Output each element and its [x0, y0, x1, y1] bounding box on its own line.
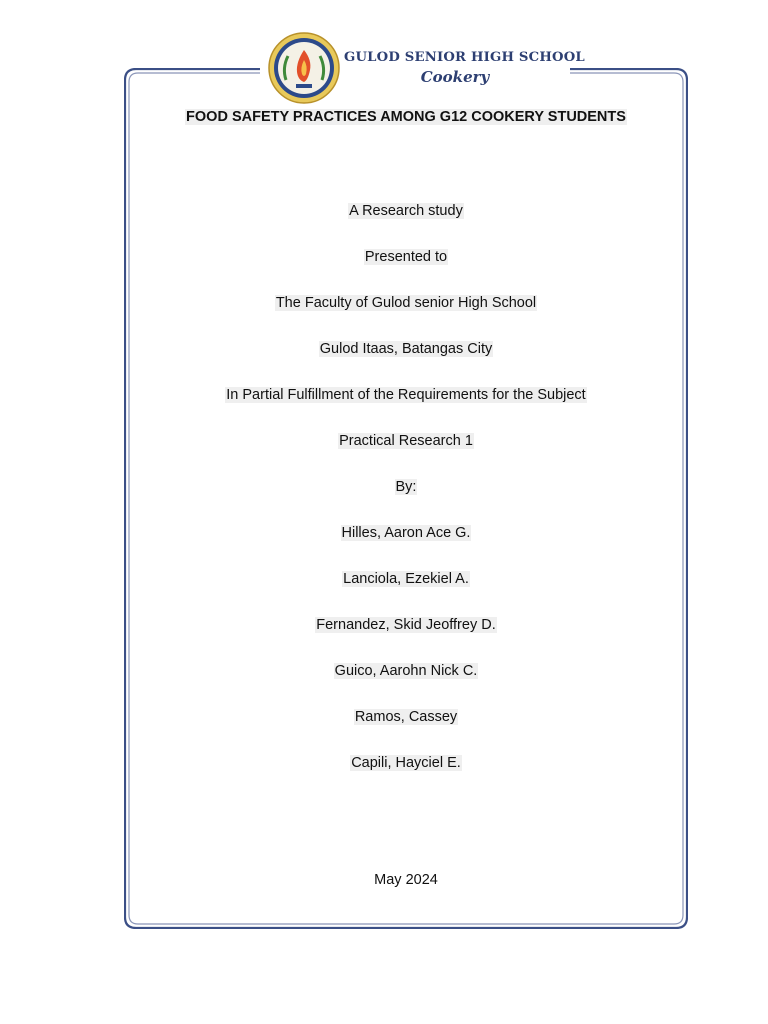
- line-text: Practical Research 1: [339, 433, 473, 449]
- author-name: [124, 524, 688, 542]
- school-program: Cookery: [420, 68, 490, 86]
- line-text: Hilles, Aaron Ace G.: [341, 525, 471, 541]
- author-name: [124, 662, 688, 680]
- line-text: Ramos, Cassey: [354, 709, 458, 725]
- line-text: A Research study: [349, 203, 463, 219]
- school-name: GULOD SENIOR HIGH SCHOOL: [344, 50, 585, 65]
- author-name: [124, 708, 688, 726]
- line-text: Presented to: [364, 249, 448, 265]
- author-name: [124, 616, 688, 634]
- line-by: [124, 478, 688, 496]
- document-date: May 2024: [374, 872, 438, 888]
- line-research-study: [124, 202, 688, 220]
- author-name: [124, 570, 688, 588]
- line-text: Capili, Hayciel E.: [351, 755, 461, 771]
- page-border-frame: [124, 68, 688, 929]
- line-presented-to: [124, 248, 688, 266]
- author-name: [124, 754, 688, 772]
- line-text: In Partial Fulfillment of the Requirements for the Subject: [226, 387, 586, 403]
- line-text: Lanciola, Ezekiel A.: [343, 571, 469, 587]
- line-subject: [124, 432, 688, 450]
- line-fulfillment: [124, 386, 688, 404]
- line-text: Guico, Aarohn Nick C.: [334, 663, 478, 679]
- document-title-text: FOOD SAFETY PRACTICES AMONG G12 COOKERY STUDENTS: [186, 109, 626, 125]
- line-location: [124, 340, 688, 358]
- line-text: The Faculty of Gulod senior High School: [275, 295, 537, 311]
- line-faculty: [124, 294, 688, 312]
- line-text: Fernandez, Skid Jeoffrey D.: [316, 617, 496, 633]
- double-border-icon: [124, 68, 688, 929]
- line-text: Gulod Itaas, Batangas City: [319, 341, 493, 357]
- line-text: By:: [395, 479, 417, 495]
- document-title: [124, 109, 688, 125]
- school-seal-logo: [268, 32, 340, 104]
